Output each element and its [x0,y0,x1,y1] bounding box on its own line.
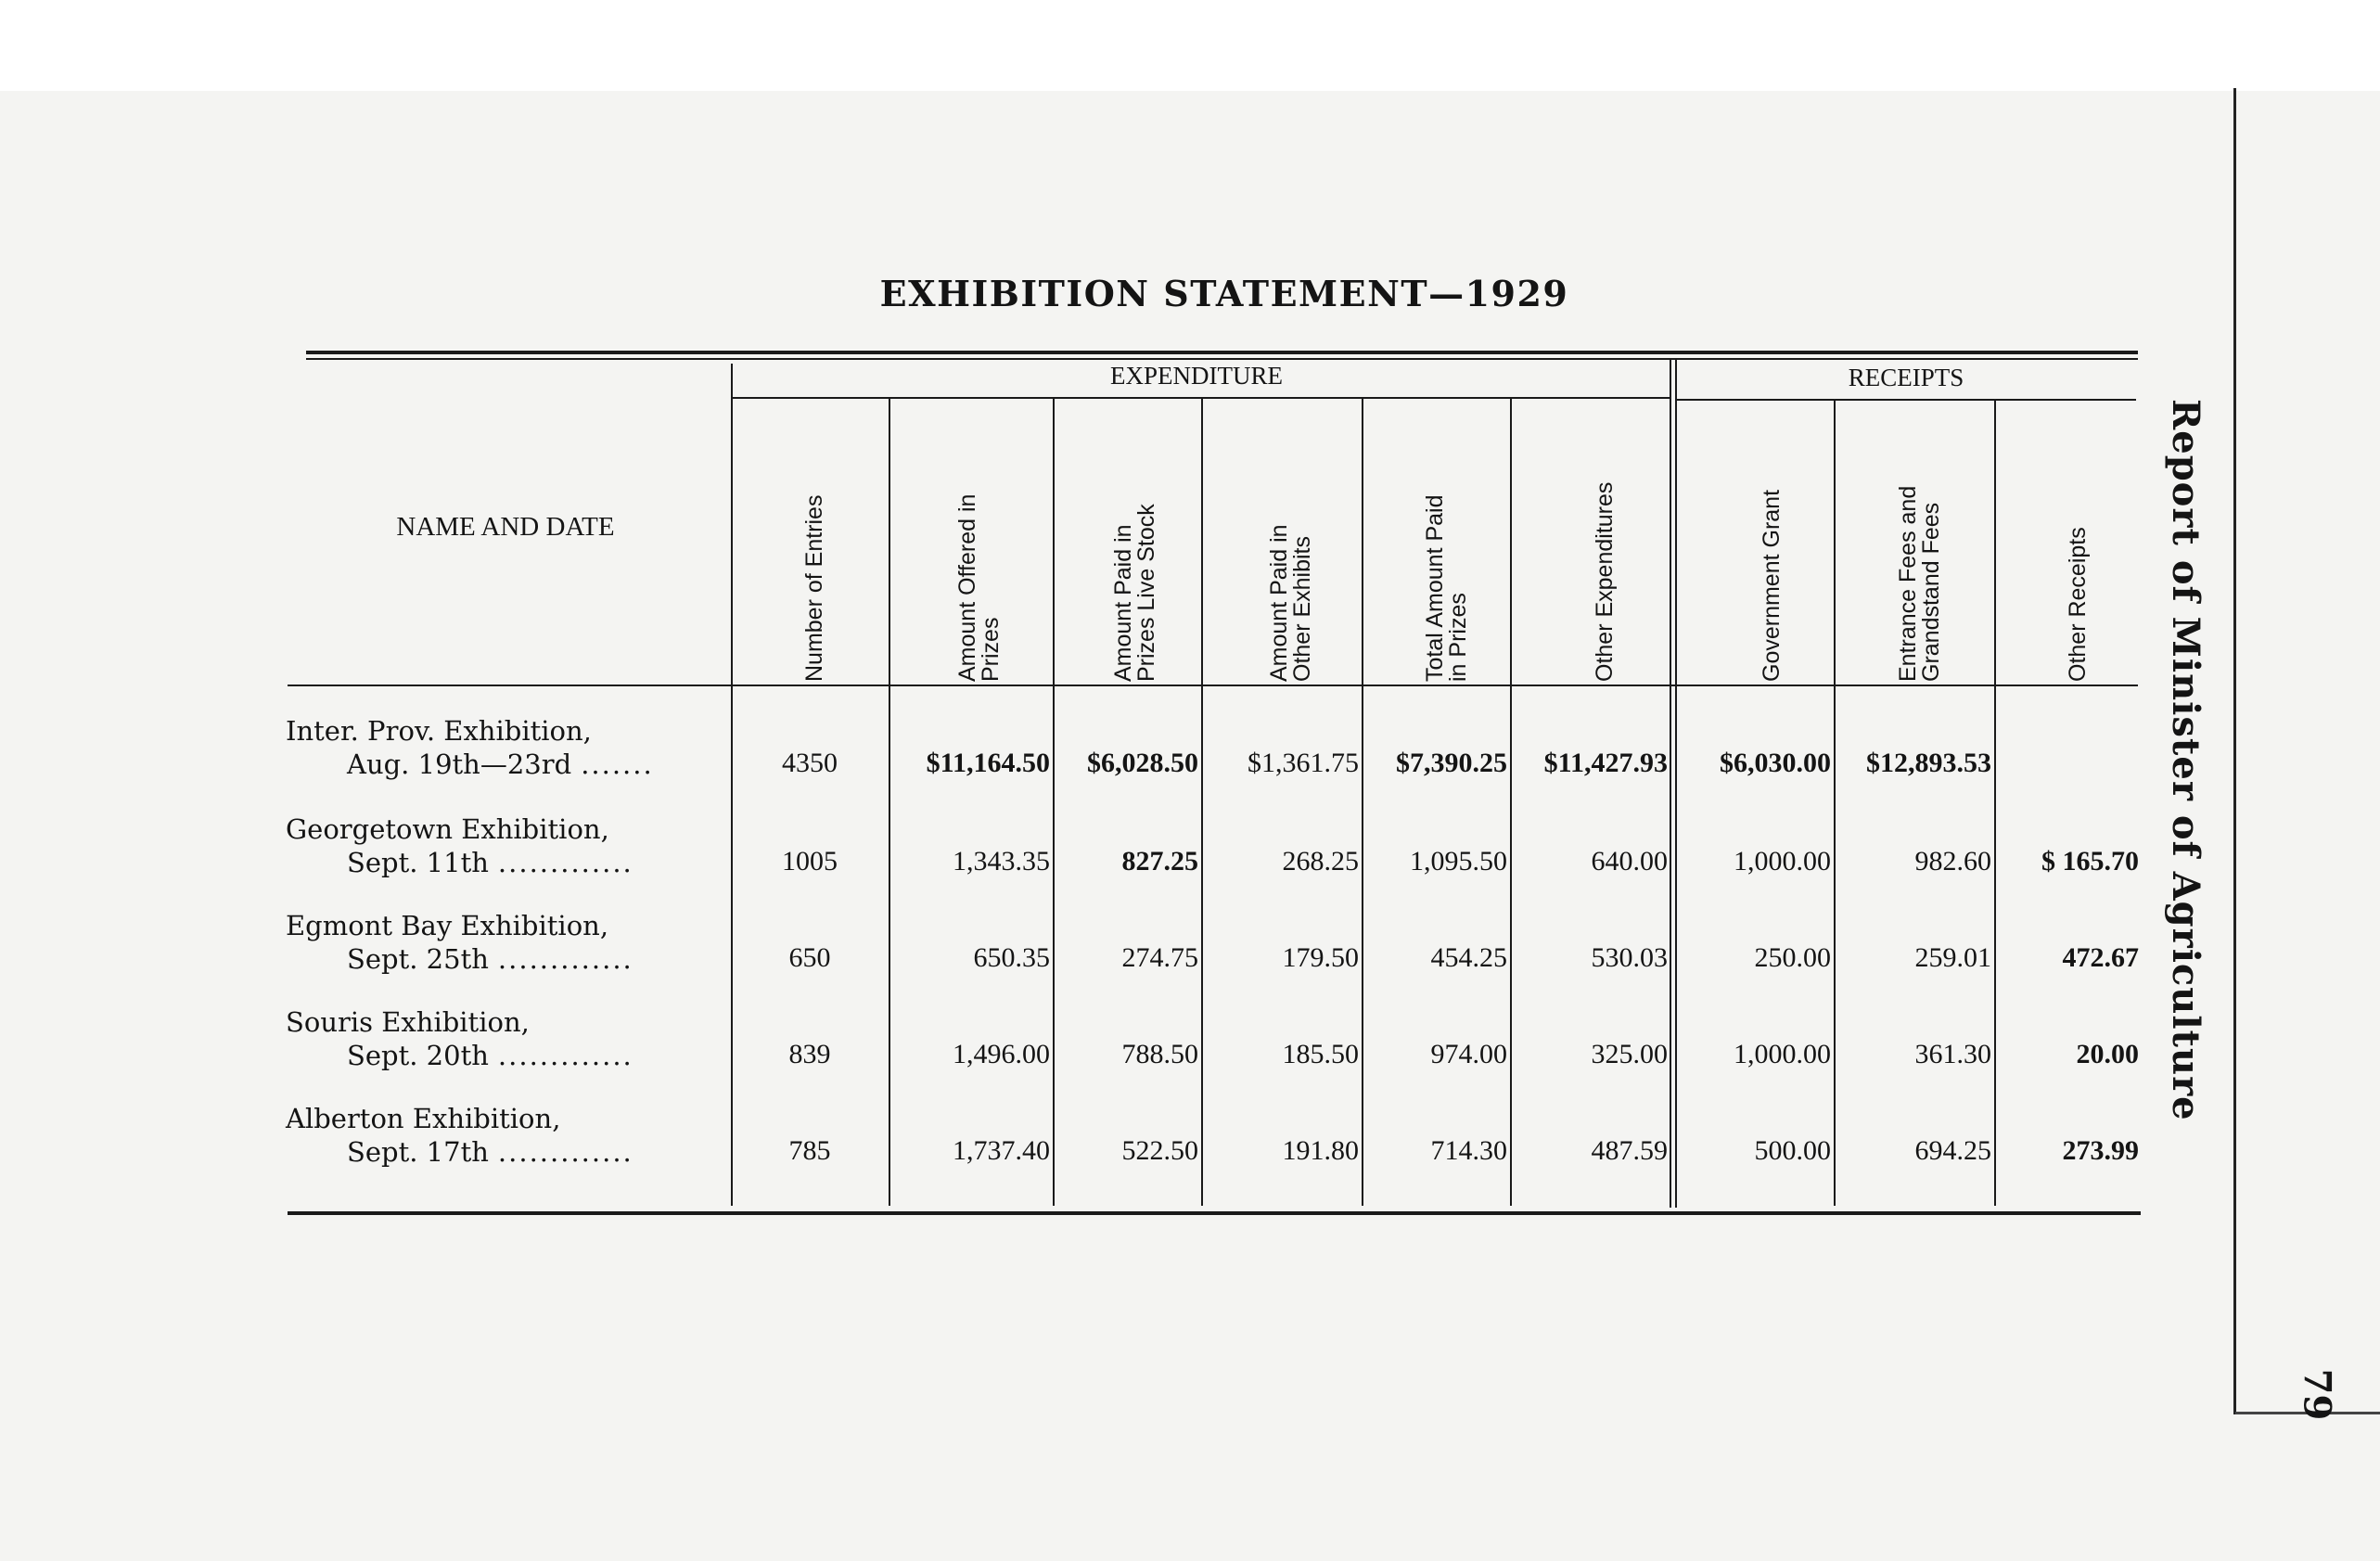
col-header-paid-other-exhibits [1249,403,1333,682]
cell-paid-live-stock: 788.50 [1121,1039,1198,1069]
exhibition-name: Georgetown Exhibition, [286,813,609,845]
column-divider [1362,399,1363,1206]
cell-total-paid: 454.25 [1430,942,1507,973]
table-row-name [286,714,722,781]
table-row-name [286,1102,722,1169]
column-divider [1834,401,1836,1206]
cell-number-of-entries: 785 [788,1135,831,1166]
cell-government-grant: $6,030.00 [1720,748,1831,778]
cell-amount-offered: 1,737.40 [953,1135,1050,1166]
expenditure-header: EXPENDITURE [1110,362,1283,390]
column-divider [1053,399,1055,1206]
table-row-name [286,812,722,879]
cell-entrance-fees: 259.01 [1914,942,1991,973]
cell-entrance-fees: 694.25 [1914,1135,1991,1166]
cell-other-receipts: 472.67 [2062,942,2139,973]
cell-total-paid: 714.30 [1430,1135,1507,1166]
exhibition-name: Inter. Prov. Exhibition, [286,715,592,747]
col-header-line: Other Receipts [2064,527,2091,682]
cell-other-expenditures: 640.00 [1591,846,1668,876]
cell-paid-live-stock: 522.50 [1121,1135,1198,1166]
exhibition-name: Egmont Bay Exhibition, [286,910,609,941]
cell-amount-offered: $11,164.50 [926,748,1050,778]
group-divider [1670,358,1671,1208]
exhibition-date: Sept. 11th [347,847,489,878]
cell-government-grant: 1,000.00 [1734,1039,1831,1069]
cell-total-paid: 974.00 [1430,1039,1507,1069]
col-header-total-paid [1405,403,1489,682]
cell-paid-other-exhibits: 185.50 [1282,1039,1359,1069]
exhibition-date: Sept. 25th [347,943,489,975]
col-header-line: Amount Paid in [1110,524,1136,682]
cell-entrance-fees: 361.30 [1914,1039,1991,1069]
cell-entrance-fees: 982.60 [1914,846,1991,876]
cell-paid-other-exhibits: 179.50 [1282,942,1359,973]
column-divider [889,399,890,1206]
receipts-underline [1677,399,2136,401]
document-title: EXHIBITION STATEMENT—1929 [879,273,1569,314]
col-header-line: Amount Paid in [1266,524,1292,682]
col-header-line: Total Amount Paid [1422,494,1448,682]
cell-government-grant: 500.00 [1754,1135,1831,1166]
exhibition-date: Aug. 19th—23rd [347,749,572,780]
column-divider [1201,399,1203,1206]
exhibition-date: Sept. 17th [347,1136,489,1168]
receipts-header: RECEIPTS [1848,364,1964,391]
cell-paid-live-stock: 827.25 [1121,846,1198,876]
col-header-line: Prizes Live Stock [1133,504,1159,682]
cell-paid-other-exhibits: $1,361.75 [1248,748,1359,778]
cell-other-expenditures: 487.59 [1591,1135,1668,1166]
header-bottom-rule [288,685,2138,686]
col-header-other-expenditures [1563,403,1646,682]
column-divider [731,364,733,1206]
running-title: Report of Minister of Agriculture [2164,399,2207,1121]
col-header-entrance-fees [1878,403,1962,682]
col-header-line: in Prizes [1445,593,1471,682]
col-header-paid-live-stock [1094,403,1177,682]
exhibition-date-line [286,846,722,879]
cell-paid-other-exhibits: 191.80 [1282,1135,1359,1166]
cell-amount-offered: 1,343.35 [953,846,1050,876]
table-top-rule-inner [306,358,2138,360]
col-header-line: Grandstand Fees [1918,502,1944,682]
exhibition-date-line [286,942,722,976]
cell-amount-offered: 1,496.00 [953,1039,1050,1069]
col-header-number-of-entries [773,403,856,682]
col-header-other-receipts [2036,403,2119,682]
cell-other-receipts: $ 165.70 [2041,846,2139,876]
cell-entrance-fees: $12,893.53 [1866,748,1991,778]
leader-dots: ............. [497,1040,633,1071]
leader-dots: ............. [497,943,633,975]
leader-dots: ....... [581,749,654,780]
cell-other-receipts: 273.99 [2062,1135,2139,1166]
col-header-line: Prizes [978,617,1004,682]
col-header-line: Entrance Fees and [1895,485,1921,682]
table-row-name [286,1005,722,1072]
table-top-rule [306,351,2138,354]
col-header-government-grant [1730,403,1813,682]
cell-other-expenditures: 530.03 [1591,942,1668,973]
exhibition-date-line [286,748,722,781]
cell-number-of-entries: 1005 [782,846,838,876]
cell-paid-live-stock: $6,028.50 [1087,748,1198,778]
exhibition-date-line [286,1135,722,1169]
col-header-line: Other Expenditures [1591,481,1618,682]
table-bottom-rule [288,1211,2141,1215]
table-row-name [286,909,722,976]
cell-total-paid: 1,095.50 [1410,846,1507,876]
cell-other-expenditures: $11,427.93 [1543,748,1668,778]
col-header-line: Number of Entries [800,494,827,682]
cell-other-receipts: 20.00 [2076,1039,2139,1069]
column-divider [1994,401,1996,1206]
page-number: 79 [2295,1368,2339,1421]
col-header-line: Government Grant [1758,489,1785,682]
cell-government-grant: 250.00 [1754,942,1831,973]
exhibition-date: Sept. 20th [347,1040,489,1071]
cell-paid-other-exhibits: 268.25 [1282,846,1359,876]
cell-total-paid: $7,390.25 [1396,748,1507,778]
exhibition-name: Souris Exhibition, [286,1006,530,1038]
cell-number-of-entries: 4350 [782,748,838,778]
column-divider [1510,399,1512,1206]
cell-other-expenditures: 325.00 [1591,1039,1668,1069]
exhibition-name: Alberton Exhibition, [286,1103,561,1134]
name-and-date-header: NAME AND DATE [396,512,615,542]
col-header-amount-offered [938,403,1021,682]
cell-number-of-entries: 839 [788,1039,831,1069]
exhibition-date-line [286,1039,722,1072]
leader-dots: ............. [497,1136,633,1168]
cell-paid-live-stock: 274.75 [1121,942,1198,973]
cell-government-grant: 1,000.00 [1734,846,1831,876]
group-divider [1675,358,1677,1208]
page-top-margin [0,0,2380,91]
leader-dots: ............. [497,847,633,878]
page-edge-line [2233,88,2236,1414]
col-header-line: Amount Offered in [954,493,980,682]
col-header-line: Other Exhibits [1289,535,1315,682]
cell-number-of-entries: 650 [788,942,831,973]
cell-amount-offered: 650.35 [973,942,1050,973]
